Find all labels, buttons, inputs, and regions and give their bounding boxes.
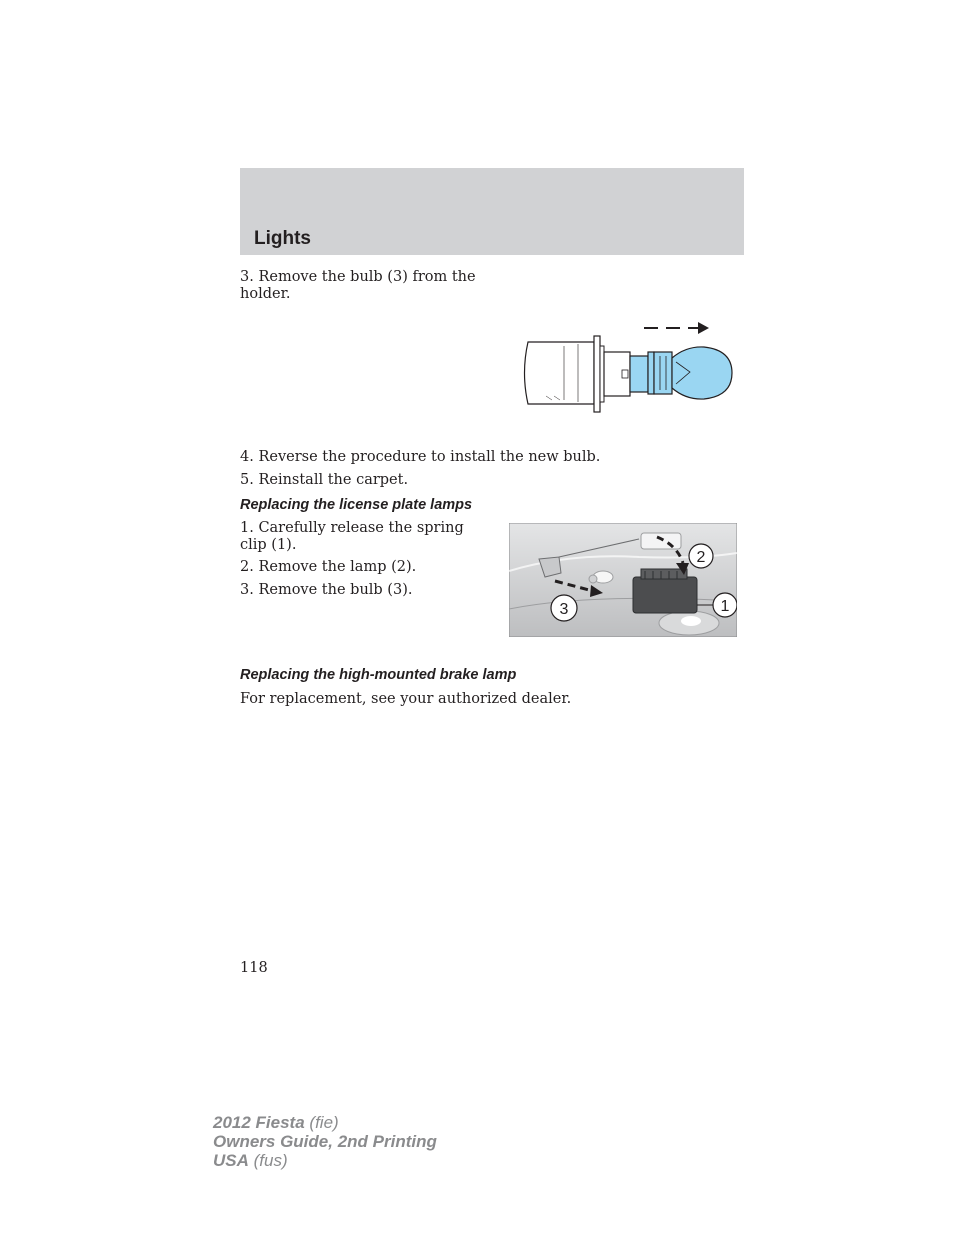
footer-line-3 [213, 1151, 437, 1170]
footer-guide-title: Owners Guide, 2nd Printing [213, 1132, 437, 1151]
callout-2 [689, 544, 713, 568]
license-plate-heading: Replacing the license plate lamps [240, 497, 473, 513]
callout-3-label: 3 [559, 601, 569, 618]
page-number: 118 [240, 960, 268, 976]
callout-3 [551, 595, 577, 621]
footer-market: USA [213, 1151, 249, 1170]
bulb-step-5: 5. Reinstall the carpet. [240, 472, 409, 488]
footer-model: 2012 Fiesta [213, 1113, 305, 1132]
callout-1-label: 1 [720, 598, 730, 615]
footer-line-1 [213, 1113, 437, 1132]
footer-market-code: (fus) [248, 1151, 288, 1170]
high-mounted-heading: Replacing the high-mounted brake lamp [240, 667, 517, 683]
removal-arrow-icon [644, 322, 709, 334]
section-header-band [240, 168, 744, 255]
bulb-holder-illustration [518, 316, 738, 416]
license-step-1: 1. Carefully release the spring clip (1). [240, 520, 464, 553]
callout-1 [713, 593, 737, 617]
license-lamp-illustration [509, 523, 737, 637]
document-footer [213, 1113, 437, 1170]
bulb-step-4: 4. Reverse the procedure to install the new bulb. [240, 449, 601, 465]
license-step-3: 3. Remove the bulb (3). [240, 582, 413, 598]
bulb-step-3: 3. Remove the bulb (3) from the holder. [240, 269, 476, 302]
license-step-2: 2. Remove the lamp (2). [240, 559, 417, 575]
high-mounted-text: For replacement, see your authorized dealer. [240, 691, 572, 707]
footer-model-code: (fie) [304, 1113, 339, 1132]
section-title: Lights [254, 228, 311, 249]
callout-2-label: 2 [696, 549, 706, 566]
